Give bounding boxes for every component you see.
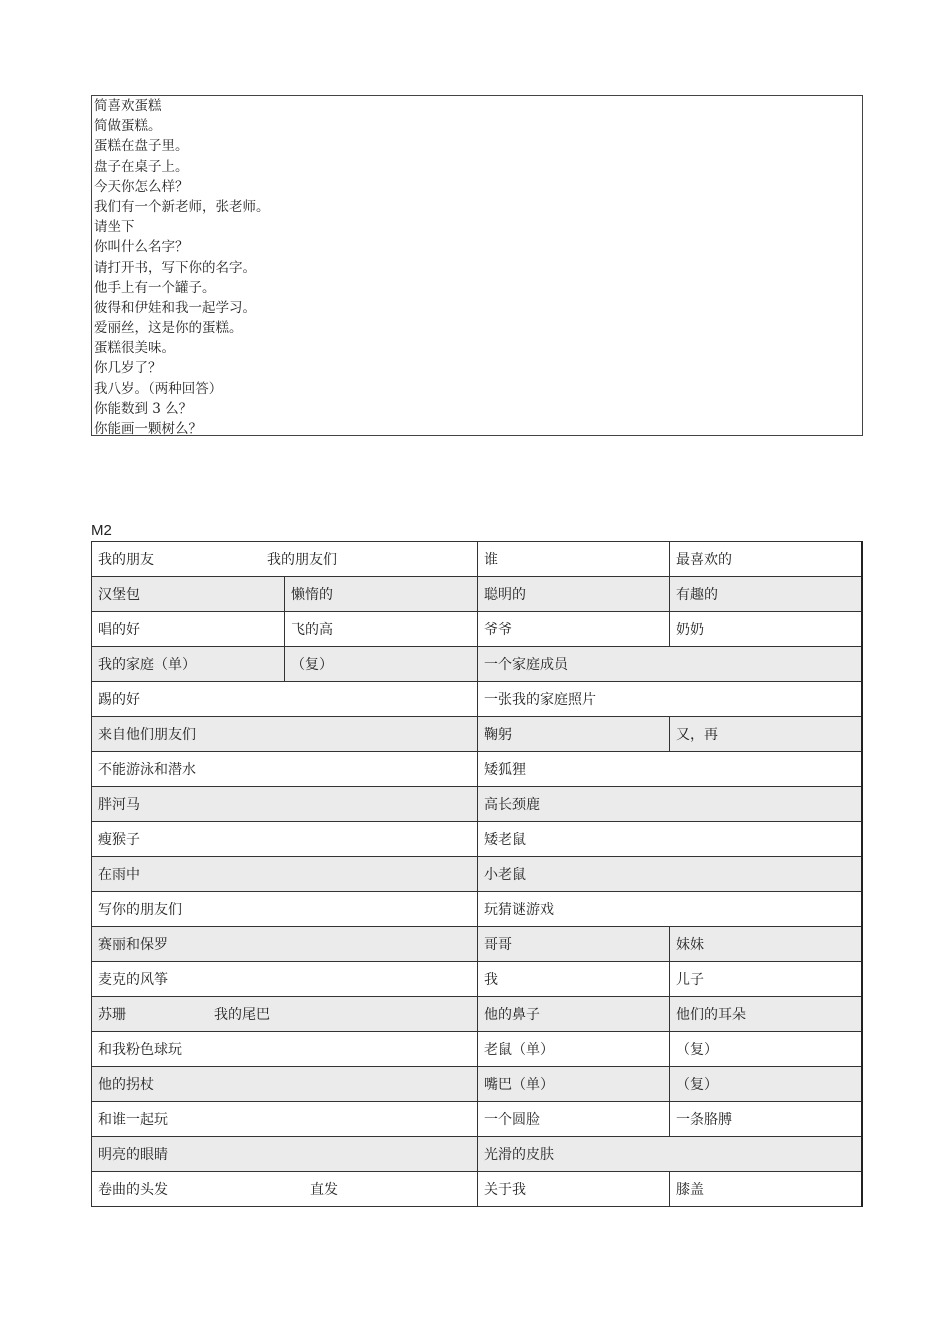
table-cell [92,647,285,682]
cell-text-secondary: 我的朋友们 [267,552,337,568]
table-cell [478,927,670,962]
sentence-line: 简做蛋糕。 [94,118,162,135]
table-cell [92,1172,478,1207]
section-label: M2 [91,522,112,539]
table-cell [92,1032,478,1067]
cell-text: 妹妹 [676,937,704,953]
table-cell [92,752,478,787]
table-row [92,1137,862,1172]
table-cell [670,542,862,577]
table-row [92,787,862,822]
table-cell [670,717,862,752]
table-cell [670,1172,862,1207]
cell-text: 奶奶 [676,622,704,638]
table-cell [478,577,670,612]
table-cell [92,682,478,717]
sentence-line: 请打开书，写下你的名字。 [94,259,256,276]
cell-text: 一条胳膊 [676,1112,732,1128]
cell-text: 唱的好 [98,622,140,638]
sentence-line: 今天你怎么样？ [94,178,189,195]
cell-text: （复） [676,1042,718,1058]
table-cell [92,997,478,1032]
table-cell [92,1067,478,1102]
cell-text: 他的拐杖 [98,1077,154,1093]
sentence-line: 我八岁。（两种回答） [94,380,223,397]
cell-text: 我 [484,972,498,988]
sentence-line: 爱丽丝，这是你的蛋糕。 [94,320,243,337]
cell-text: 谁 [484,552,498,568]
table-cell [92,787,478,822]
cell-text: 高长颈鹿 [484,797,540,813]
table-cell [92,717,478,752]
cell-text: 懒惰的 [291,587,333,603]
table-cell [92,857,478,892]
table-cell [478,752,862,787]
cell-text: 鞠躬 [484,727,512,743]
cell-text: 瘦猴子 [98,832,140,848]
cell-text: 儿子 [676,972,704,988]
table-cell [670,927,862,962]
table-cell [92,1137,478,1172]
cell-text: 他们的耳朵 [676,1007,746,1023]
cell-text: 爷爷 [484,622,512,638]
cell-text: 胖河马 [98,797,140,813]
table-cell [670,1102,862,1137]
cell-text: 光滑的皮肤 [484,1147,554,1163]
cell-text: 不能游泳和潜水 [98,762,196,778]
table-cell [670,612,862,647]
cell-text: 和我粉色球玩 [98,1042,182,1058]
table-cell [92,577,285,612]
cell-text: 矮狐狸 [484,762,526,778]
cell-text: 和谁一起玩 [98,1112,168,1128]
cell-text: 他的鼻子 [484,1007,540,1023]
sentence-line: 我们有一个新老师，张老师。 [94,198,270,215]
table-row [92,682,862,717]
table-cell [478,1172,670,1207]
table-cell [478,822,862,857]
cell-text: 汉堡包 [98,587,140,603]
cell-text: 膝盖 [676,1182,704,1198]
table-row [92,612,862,647]
table-row [92,997,862,1032]
cell-text: 一张我的家庭照片 [484,692,596,708]
sentence-line: 请坐下 [94,219,135,236]
sentence-line: 简喜欢蛋糕 [94,98,162,114]
cell-text: 明亮的眼睛 [98,1147,168,1163]
cell-text: 飞的高 [291,622,333,638]
table-cell [670,577,862,612]
sentence-line: 你几岁了？ [94,360,162,377]
vocab-table [91,541,863,1207]
cell-text: 我的朋友 [98,552,154,568]
table-cell [478,1032,670,1067]
table-row [92,892,862,927]
cell-text: 矮老鼠 [484,832,526,848]
table-cell [478,787,862,822]
cell-text-secondary: 我的尾巴 [214,1007,270,1023]
cell-text: 嘴巴（单） [484,1077,554,1093]
cell-text: （复） [291,657,333,673]
table-cell [92,927,478,962]
sentence-line: 你能画一颗树么？ [94,421,202,437]
table-cell [92,962,478,997]
table-cell [92,892,478,927]
cell-text: 苏珊 [98,1007,126,1023]
cell-text: 聪明的 [484,587,526,603]
table-cell [478,647,862,682]
cell-text: 在雨中 [98,867,140,883]
sentence-line: 你能数到 3 么？ [94,400,193,417]
table-cell [92,542,478,577]
cell-text: 卷曲的头发 [98,1182,168,1198]
table-cell [478,682,862,717]
table-cell [478,1137,862,1172]
sentence-line: 蛋糕很美味。 [94,340,175,357]
table-row [92,647,862,682]
table-cell [478,892,862,927]
cell-text: 踢的好 [98,692,140,708]
table-cell [478,997,670,1032]
cell-text: （复） [676,1077,718,1093]
cell-text: 赛丽和保罗 [98,937,168,953]
cell-text: 一个家庭成员 [484,657,568,673]
table-cell [285,612,478,647]
cell-text: 哥哥 [484,937,512,953]
table-cell [478,1067,670,1102]
cell-text: 来自他们朋友们 [98,727,196,743]
sentence-line: 盘子在桌子上。 [94,158,189,175]
cell-text: 写你的朋友们 [98,902,182,918]
sentence-line: 他手上有一个罐子。 [94,279,216,296]
cell-text: 最喜欢的 [676,552,732,568]
table-row [92,577,862,612]
cell-text: 关于我 [484,1182,526,1198]
cell-text: 玩猜谜游戏 [484,902,554,918]
table-cell [478,962,670,997]
table-row [92,542,862,577]
table-cell [92,822,478,857]
sentence-line: 彼得和伊娃和我一起学习。 [94,299,256,316]
sentence-line: 你叫什么名字？ [94,239,189,256]
table-row [92,927,862,962]
table-cell [478,857,862,892]
table-row [92,717,862,752]
table-row [92,752,862,787]
cell-text: 我的家庭（单） [98,657,196,673]
cell-text: 又，再 [676,727,718,743]
table-row [92,1102,862,1137]
table-cell [92,1102,478,1137]
table-cell [670,997,862,1032]
table-row [92,1067,862,1102]
cell-text: 小老鼠 [484,867,526,883]
sentence-line: 蛋糕在盘子里。 [94,138,189,155]
sentence-list [91,95,863,436]
table-row [92,822,862,857]
table-cell [478,542,670,577]
table-row [92,962,862,997]
table-row [92,1172,862,1207]
table-row [92,1032,862,1067]
cell-text: 麦克的风筝 [98,972,168,988]
cell-text: 有趣的 [676,587,718,603]
cell-text: 老鼠（单） [484,1042,554,1058]
cell-text: 一个圆脸 [484,1112,540,1128]
table-cell [670,962,862,997]
table-row [92,857,862,892]
table-cell [670,1032,862,1067]
table-cell [285,647,478,682]
table-cell [92,612,285,647]
cell-text-secondary: 直发 [310,1182,338,1198]
table-cell [285,577,478,612]
table-cell [478,612,670,647]
table-cell [478,717,670,752]
table-cell [478,1102,670,1137]
table-cell [670,1067,862,1102]
